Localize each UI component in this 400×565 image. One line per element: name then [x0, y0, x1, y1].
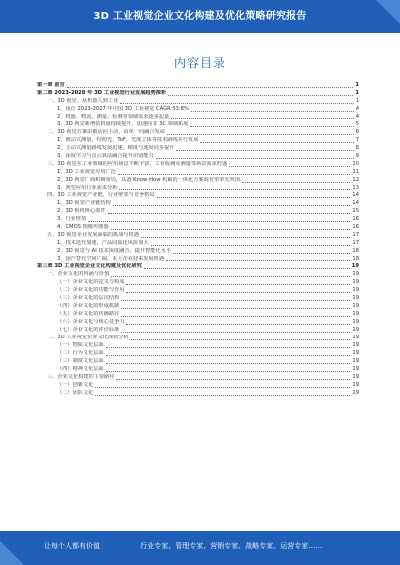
toc-heading: 内容目录 — [173, 56, 226, 70]
toc-entry-title: 1、3D 工业视觉应用广泛 — [57, 168, 116, 175]
toc-entry-title: （一）企业文化的定义与构成 — [57, 279, 125, 286]
toc-entry-page: 1 — [355, 89, 359, 96]
toc-entry-title: 2、主动式测量路线发展迅速，精度与速度同步提升 — [57, 145, 175, 152]
toc-entry-title: 1、技术迭代加速，产品同质化风险加大 — [57, 239, 149, 246]
toc-leader-dots — [126, 324, 350, 325]
toc-entry-page: 19 — [352, 373, 359, 380]
toc-entry-page: 8 — [355, 145, 359, 152]
toc-entry-title: （二）行为文化层面 — [57, 350, 104, 357]
toc-entry[interactable] — [37, 232, 359, 240]
toc-leader-dots — [121, 316, 350, 317]
toc-entry-title: （四）企业文化的形成机制 — [57, 302, 120, 309]
toc-entry-title: 2、3D 视觉厂商积极布局，具备 Know-How 积累的一体化方案商有望率先突围 — [57, 176, 240, 183]
toc-entry-page: 7 — [355, 137, 359, 144]
toc-entry-title: 3、深度学习与点云算法融合提升识别能力 — [57, 153, 154, 159]
toc-entry-page: 18 — [352, 247, 359, 254]
toc-entry[interactable] — [37, 224, 359, 232]
toc-entry[interactable] — [37, 327, 359, 335]
toc-leader-dots — [200, 142, 353, 143]
toc-entry[interactable] — [37, 319, 359, 327]
toc-entry-page: 6 — [355, 129, 359, 136]
toc-entry-title: 第二章 2023-2028 年 3D 工业视觉行业发展趋势探析 — [37, 89, 167, 96]
toc-entry-page: 19 — [352, 279, 359, 286]
toc-entry[interactable] — [37, 98, 359, 106]
toc-entry[interactable] — [37, 358, 359, 366]
toc-entry-title: 2、3D 视觉与 AI 技术深度融合，提升智能化水平 — [57, 247, 171, 254]
toc-leader-dots — [108, 213, 351, 214]
toc-entry-title: 一、企业文化的内涵与价值 — [47, 271, 110, 278]
toc-entry-title: 2、机器、物流、测量、检测等领域需求逐步起量 — [57, 113, 170, 120]
table-of-contents — [37, 82, 359, 398]
toc-entry-title: （六）企业文化与核心竞争力 — [57, 318, 125, 325]
toc-entry-title: 2、3D 相机核心部件 — [57, 208, 106, 215]
toc-entry-page: 19 — [352, 389, 359, 396]
toc-leader-dots — [190, 126, 353, 127]
toc-entry-title: （七）企业文化的评价标准 — [57, 326, 120, 333]
toc-entry[interactable] — [37, 106, 359, 114]
toc-entry-title: 1、被动式测量、结构光、ToF、光度立体等技术路线并行发展 — [57, 137, 199, 144]
toc-entry[interactable] — [37, 256, 359, 264]
toc-entry[interactable] — [37, 145, 359, 153]
toc-entry-page: 19 — [352, 366, 359, 373]
toc-entry-page: 14 — [352, 192, 359, 199]
toc-entry-page: 19 — [352, 295, 359, 302]
toc-entry-page: 13 — [352, 184, 359, 191]
toc-leader-dots — [111, 229, 351, 230]
toc-leader-dots — [121, 300, 350, 301]
toc-entry-page: 14 — [352, 200, 359, 207]
toc-entry-title: 3、3D 视觉新增装机量持续提升，加速向非 3C 领域拓展 — [57, 121, 189, 128]
toc-entry[interactable] — [37, 303, 359, 311]
toc-leader-dots — [111, 276, 350, 277]
toc-leader-dots — [118, 174, 350, 175]
toc-entry-title: 三、3D 视觉在工业领域的应用场景不断丰富，工业检测及测量等场景需求旺盛 — [47, 160, 228, 167]
toc-leader-dots — [141, 237, 350, 238]
toc-entry-title: 第一章 前言 — [37, 82, 65, 88]
toc-leader-dots — [151, 245, 351, 246]
toc-entry-title: 第三章 3D 工业视觉企业文化构建及优化研究 — [37, 263, 142, 270]
toc-entry-page: 19 — [352, 310, 359, 317]
toc-entry-page: 16 — [352, 224, 359, 231]
toc-entry[interactable] — [37, 137, 359, 145]
toc-entry-title: 4、CMOS 图像传感器 — [57, 224, 109, 231]
toc-leader-dots — [144, 268, 350, 269]
toc-entry-page: 19 — [351, 263, 359, 270]
toc-entry-page: 1 — [355, 82, 359, 88]
toc-entry-title: 1、3D 视觉产业链结构 — [57, 200, 111, 207]
toc-leader-dots — [126, 292, 350, 293]
toc-leader-dots — [176, 150, 353, 151]
toc-entry[interactable] — [37, 350, 359, 358]
toc-entry[interactable] — [37, 240, 359, 248]
toc-entry[interactable] — [37, 382, 359, 390]
toc-entry-title: 四、3D 工业视觉产业链，行业壁垒与竞争格局 — [47, 192, 155, 199]
toc-entry-page: 19 — [352, 318, 359, 325]
toc-entry-title: 三、企业文化构建的主要路径 — [47, 373, 115, 380]
toc-entry[interactable] — [37, 129, 359, 137]
toc-entry-page: 17 — [352, 239, 359, 246]
toc-entry-page: 19 — [352, 287, 359, 294]
toc-entry-page: 19 — [352, 326, 359, 333]
toc-leader-dots — [168, 95, 353, 96]
toc-entry-title: 3、国产替代空间广阔，本土企业迎来发展机遇 — [57, 255, 165, 262]
toc-entry-page: 16 — [352, 216, 359, 223]
toc-entry[interactable] — [37, 287, 359, 295]
toc-entry[interactable] — [37, 295, 359, 303]
toc-entry[interactable] — [37, 121, 359, 129]
toc-entry[interactable] — [37, 263, 359, 271]
toc-entry-page: 1 — [355, 97, 359, 104]
toc-leader-dots — [116, 379, 350, 380]
toc-entry[interactable] — [37, 161, 359, 169]
toc-entry[interactable] — [37, 153, 359, 161]
toc-entry[interactable] — [37, 200, 359, 208]
toc-leader-dots — [120, 103, 353, 104]
toc-entry-page: 19 — [352, 302, 359, 309]
toc-entry[interactable] — [37, 216, 359, 224]
toc-entry-page: 5 — [355, 121, 359, 128]
toc-leader-dots — [121, 308, 350, 309]
toc-leader-dots — [113, 205, 351, 206]
toc-entry-page: 9 — [355, 153, 359, 159]
toc-leader-dots — [95, 387, 350, 388]
footer-corner-accent — [0, 541, 24, 565]
toc-entry-page: 17 — [352, 231, 359, 238]
toc-entry[interactable] — [37, 192, 359, 200]
toc-entry-title: 五、3D 视觉企业发展面临的挑战与机遇 — [47, 231, 139, 238]
toc-entry[interactable] — [37, 114, 359, 122]
footer-text — [44, 541, 322, 551]
toc-entry-title: （三）制度文化层面 — [57, 358, 104, 365]
toc-leader-dots — [106, 363, 351, 364]
toc-entry-page: 11 — [352, 168, 359, 175]
footer-experts: 行业专家、管理专家、营销专家、战略专家、运营专家…… — [140, 542, 323, 550]
toc-leader-dots — [131, 339, 351, 340]
toc-entry-title: （四）精神文化层面 — [57, 366, 104, 373]
toc-entry-title: （三）企业文化的层次结构 — [57, 295, 120, 302]
toc-entry[interactable] — [37, 374, 359, 382]
toc-entry-page: 10 — [352, 160, 359, 167]
toc-entry-title: 二、3D 工业视觉企业文化现状分析 — [47, 334, 129, 341]
toc-entry[interactable] — [37, 271, 359, 279]
toc-entry-page: 19 — [352, 334, 359, 341]
toc-entry-page: 19 — [352, 381, 359, 388]
toc-entry[interactable] — [37, 169, 359, 177]
toc-entry[interactable] — [37, 185, 359, 193]
toc-leader-dots — [166, 260, 350, 261]
toc-entry-title: （一）创新文化 — [57, 381, 94, 388]
toc-leader-dots — [191, 111, 354, 112]
toc-entry-page: 15 — [352, 208, 359, 215]
toc-leader-dots — [126, 284, 350, 285]
toc-entry-title: 一、3D 视觉，从机器人到工业 — [47, 97, 119, 104]
toc-entry[interactable] — [37, 248, 359, 256]
toc-entry[interactable] — [37, 90, 359, 98]
footer-slogan: 让每个人都有价值 — [44, 542, 100, 550]
toc-entry[interactable] — [37, 311, 359, 319]
toc-entry[interactable] — [37, 335, 359, 343]
toc-entry-title: （二）团队文化 — [57, 389, 94, 396]
toc-leader-dots — [167, 134, 354, 135]
toc-entry[interactable] — [37, 390, 359, 398]
toc-entry-title: 1、预计 2023-2027 年中国 3D 工业视觉 CAGR 53.8% — [57, 105, 189, 112]
toc-entry-page: 4 — [355, 113, 359, 120]
toc-leader-dots — [242, 182, 350, 183]
toc-entry-page: 19 — [352, 342, 359, 349]
toc-entry[interactable] — [37, 82, 359, 90]
toc-leader-dots — [229, 166, 350, 167]
toc-entry-title: 3、行业壁垒 — [57, 216, 87, 223]
toc-entry[interactable] — [37, 177, 359, 185]
toc-leader-dots — [156, 158, 354, 159]
toc-entry-page: 4 — [355, 105, 359, 112]
report-title: 3D 工业视觉企业文化构建及优化策略研究报告 — [93, 11, 307, 22]
toc-leader-dots — [106, 355, 351, 356]
toc-entry-title: （五）企业文化的传播路径 — [57, 310, 120, 317]
toc-leader-dots — [95, 395, 350, 396]
toc-leader-dots — [106, 371, 351, 372]
toc-leader-dots — [173, 253, 350, 254]
toc-entry[interactable] — [37, 366, 359, 374]
toc-entry-title: 3、典型应用行业需求分析 — [57, 184, 118, 191]
toc-entry[interactable] — [37, 208, 359, 216]
toc-leader-dots — [106, 347, 351, 348]
toc-entry-title: （二）企业文化的功能与作用 — [57, 287, 125, 294]
toc-leader-dots — [171, 118, 353, 119]
toc-leader-dots — [119, 189, 350, 190]
toc-entry-page: 19 — [352, 358, 359, 365]
toc-leader-dots — [67, 87, 354, 88]
toc-leader-dots — [88, 221, 350, 222]
toc-entry-page: 12 — [352, 176, 359, 183]
toc-entry[interactable] — [37, 342, 359, 350]
toc-leader-dots — [157, 197, 351, 198]
toc-entry-page: 19 — [352, 271, 359, 278]
toc-entry[interactable] — [37, 279, 359, 287]
toc-entry-title: （一）物质文化层面 — [57, 342, 104, 349]
toc-entry-page: 18 — [352, 255, 359, 262]
toc-entry-title: 二、3D 视觉方案由被动向主动，由单一向融合发展 — [47, 129, 165, 136]
toc-leader-dots — [121, 332, 350, 333]
toc-entry-page: 19 — [352, 350, 359, 357]
